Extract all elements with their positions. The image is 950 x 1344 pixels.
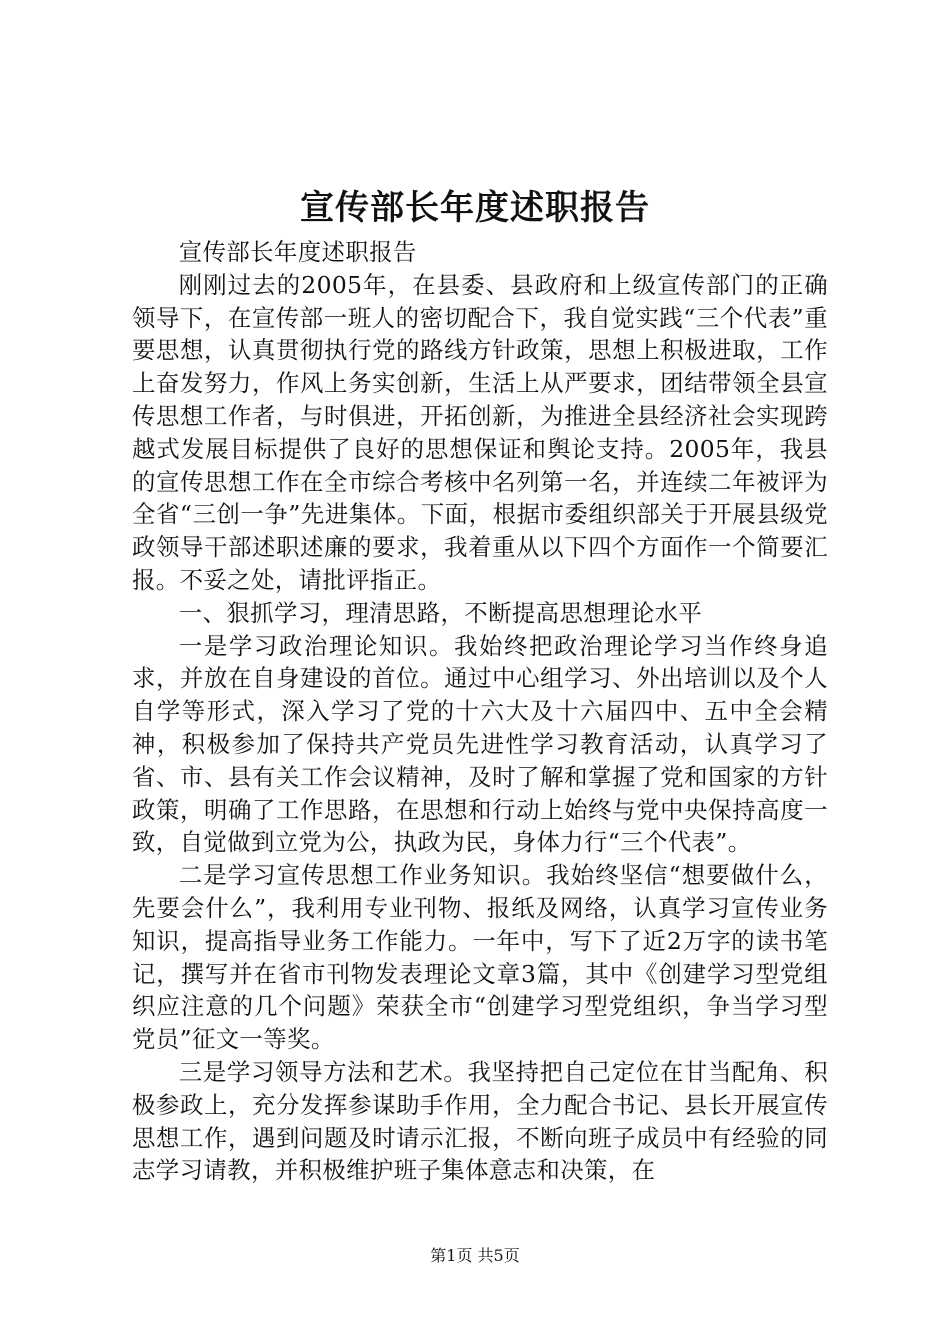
document-body <box>132 236 828 1187</box>
paragraph-study-politics: 一是学习政治理论知识。我始终把政治理论学习当作终身追求，并放在自身建设的首位。通过中心组学习、外出培训以及个人自学等形式，深入学习了党的十六大及十六届四中、五中全会精神，积极参加了保持共产党员先进性学习教育活动，认真学习了省、市、县有关工作会议精神，及时了解和掌握了党和国家的方针政策，明确了工作思路，在思想和行动上始终与党中央保持高度一致，自觉做到立党为公，执政为民，身体力行“三个代表”。 <box>132 631 828 857</box>
paragraph-intro: 刚刚过去的2005年，在县委、县政府和上级宣传部门的正确领导下，在宣传部一班人的密切配合下，我自觉实践“三个代表”重要思想，认真贯彻执行党的路线方针政策，思想上积极进取，工作上奋发努力，作风上务实创新，生活上从严要求，团结带领全县宣传思想工作者，与时俱进，开拓创新，为推进全县经济社会实现跨越式发展目标提供了良好的思想保证和舆论支持。2005年，我县的宣传思想工作在全市综合考核中名列第一名，并连续二年被评为全省“三创一争”先进集体。下面，根据市委组织部关于开展县级党政领导干部述职述廉的要求，我着重从以下四个方面作一个简要汇报。不妥之处，请批评指正。 <box>132 270 828 594</box>
paragraph-subtitle: 宣传部长年度述职报告 <box>178 238 417 266</box>
document-title: 宣传部长年度述职报告 <box>300 188 650 228</box>
paragraph-study-propaganda: 二是学习宣传思想工作业务知识。我始终坚信“想要做什么，先要会什么”，我利用专业刊物、报纸及网络，认真学习宣传业务知识，提高指导业务工作能力。一年中，写下了近2万字的读书笔记，撰写并在省市刊物发表理论文章3篇，其中《创建学习型党组织应注意的几个问题》荣获全市“创建学习型党组织，争当学习型党员”征文一等奖。 <box>132 861 828 1054</box>
page-number-footer: 第1页 共5页 <box>430 1246 520 1265</box>
paragraph-study-leadership: 三是学习领导方法和艺术。我坚持把自己定位在甘当配角、积极参政上，充分发挥参谋助手作用，全力配合书记、县长开展宣传思想工作，遇到问题及时请示汇报，不断向班子成员中有经验的同志学习请教，并积极维护班子集体意志和决策，在 <box>132 1057 828 1185</box>
section-heading-1: 一、狠抓学习，理清思路，不断提高思想理论水平 <box>178 598 703 627</box>
